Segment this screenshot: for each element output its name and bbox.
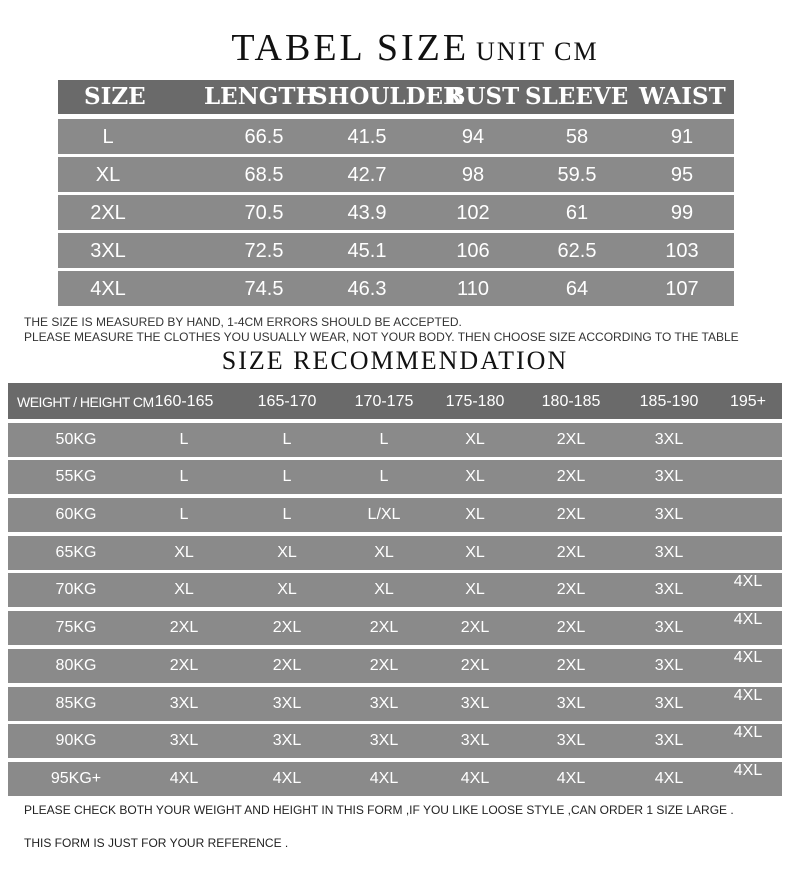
weight-label: 75KG	[55, 619, 97, 637]
weight-label: 55KG	[55, 468, 97, 486]
recommended-size: 4XL	[556, 769, 586, 787]
recommendation-header	[8, 383, 782, 419]
recommended-size: 3XL	[460, 694, 490, 712]
cell-size: XL	[95, 164, 121, 186]
recommended-size: 3XL	[460, 732, 490, 750]
recommended-size: 2XL	[460, 656, 490, 674]
recommendation-title: SIZE RECOMMENDATION	[221, 346, 569, 375]
cell-shoulder: 46.3	[347, 278, 387, 300]
cell-shoulder: 41.5	[347, 126, 387, 148]
weight-label: 85KG	[55, 694, 97, 712]
recommended-size: XL	[465, 468, 485, 486]
recommended-size: 3XL	[654, 430, 684, 448]
cell-bust: 106	[456, 240, 490, 262]
recommended-size: 3XL	[654, 468, 684, 486]
cell-shoulder: 45.1	[347, 240, 387, 262]
recommended-size: 3XL	[654, 694, 684, 712]
recommended-size: XL	[465, 581, 485, 599]
size-table-title-main: TABEL SIZE	[231, 27, 470, 69]
recommended-size: 3XL	[654, 581, 684, 599]
recommended-size: 3XL	[169, 732, 199, 750]
cell-size: 3XL	[90, 240, 126, 262]
cell-waist: 103	[665, 240, 699, 262]
height-col-7: 195+	[729, 393, 767, 410]
size-table-row	[58, 271, 734, 306]
recommended-size: 3XL	[169, 694, 199, 712]
footer-note-2: THIS FORM IS JUST FOR YOUR REFERENCE .	[24, 836, 289, 850]
cell-size: 2XL	[90, 202, 126, 224]
cell-shoulder: 43.9	[347, 202, 387, 224]
weight-label: 70KG	[55, 581, 97, 599]
header-shoulder: SHOULDER	[311, 83, 463, 110]
recommendation-row	[8, 536, 782, 570]
header-sleeve: SLEEVE	[525, 83, 629, 110]
recommended-size: XL	[374, 581, 394, 599]
weight-label: 65KG	[55, 543, 97, 561]
recommended-size: 4XL	[733, 573, 763, 591]
size-table-row	[58, 157, 734, 192]
recommended-size: 4XL	[733, 761, 763, 779]
corner-label: WEIGHT / HEIGHT CM	[17, 394, 154, 410]
recommended-size: 4XL	[733, 724, 763, 742]
recommendation-row	[8, 498, 782, 532]
cell-waist: 107	[665, 278, 699, 300]
size-table-row	[58, 119, 734, 154]
recommended-size: L	[179, 468, 189, 486]
recommended-size: 4XL	[733, 611, 763, 629]
weight-label: 50KG	[55, 430, 97, 448]
size-measurement-table	[58, 80, 734, 306]
cell-bust: 98	[461, 164, 485, 186]
recommended-size: 2XL	[556, 543, 586, 561]
size-table-header	[58, 80, 734, 116]
size-recommendation-table	[8, 383, 782, 796]
recommended-size: XL	[465, 430, 485, 448]
recommended-size: 4XL	[733, 648, 763, 666]
recommendation-row	[8, 573, 782, 607]
cell-sleeve: 64	[565, 278, 589, 300]
recommended-size: 4XL	[733, 686, 763, 704]
weight-label: 60KG	[55, 506, 97, 524]
weight-label: 80KG	[55, 656, 97, 674]
cell-sleeve: 58	[565, 126, 589, 148]
recommended-size: 2XL	[169, 619, 199, 637]
footer-note-1: PLEASE CHECK BOTH YOUR WEIGHT AND HEIGHT IN THIS FORM ,IF YOU LIKE LOOSE STYLE ,CAN ORDER 1 SIZE LARGE .	[24, 803, 734, 817]
height-col-4: 175-180	[445, 393, 505, 410]
recommended-size: 3XL	[369, 694, 399, 712]
header-size: SIZE	[84, 83, 146, 110]
cell-length: 72.5	[244, 240, 284, 262]
height-col-1: 160-165	[154, 393, 214, 410]
recommendation-row	[8, 423, 782, 457]
recommended-size: 3XL	[272, 732, 302, 750]
recommended-size: 3XL	[654, 619, 684, 637]
cell-bust: 110	[457, 278, 489, 300]
recommended-size: XL	[374, 543, 394, 561]
recommended-size: XL	[277, 581, 297, 599]
recommended-size: 3XL	[556, 732, 586, 750]
header-bust: BUST	[446, 83, 520, 110]
recommended-size: 2XL	[556, 468, 586, 486]
recommendation-row	[8, 724, 782, 758]
recommended-size: XL	[277, 543, 297, 561]
recommended-size: 2XL	[556, 581, 586, 599]
cell-shoulder: 42.7	[347, 164, 387, 186]
recommended-size: L	[379, 468, 389, 486]
recommended-size: 4XL	[272, 769, 302, 787]
height-col-6: 185-190	[639, 393, 699, 410]
recommended-size: L	[179, 506, 189, 524]
header-waist: WAIST	[639, 83, 726, 110]
cell-waist: 91	[670, 126, 694, 148]
recommended-size: 4XL	[369, 769, 399, 787]
recommended-size: XL	[465, 506, 485, 524]
recommendation-row	[8, 460, 782, 494]
header-length: LENGTH	[204, 83, 318, 110]
measurement-note-2: PLEASE MEASURE THE CLOTHES YOU USUALLY WEAR, NOT YOUR BODY. THEN CHOOSE SIZE ACCORDING TO THE TABLE	[24, 330, 739, 344]
cell-sleeve: 62.5	[557, 240, 597, 262]
recommended-size: 2XL	[169, 656, 199, 674]
recommended-size: 2XL	[369, 656, 399, 674]
height-col-3: 170-175	[354, 393, 414, 410]
recommended-size: 4XL	[169, 769, 199, 787]
cell-sleeve: 61	[565, 202, 589, 224]
cell-size: L	[102, 126, 114, 148]
recommended-size: L	[282, 430, 292, 448]
cell-bust: 94	[461, 126, 485, 148]
recommended-size: 3XL	[556, 694, 586, 712]
weight-label: 90KG	[55, 732, 97, 750]
recommended-size: L	[282, 468, 292, 486]
recommended-size: L	[179, 430, 189, 448]
recommended-size: 3XL	[272, 694, 302, 712]
measurement-note-1: THE SIZE IS MEASURED BY HAND, 1-4CM ERRORS SHOULD BE ACCEPTED.	[24, 315, 462, 329]
size-table-row	[58, 195, 734, 230]
recommended-size: 4XL	[460, 769, 490, 787]
recommended-size: 2XL	[556, 430, 586, 448]
size-table-title	[0, 26, 790, 70]
recommended-size: 3XL	[654, 656, 684, 674]
cell-bust: 102	[456, 202, 490, 224]
recommended-size: 2XL	[460, 619, 490, 637]
recommended-size: 3XL	[369, 732, 399, 750]
recommended-size: L	[379, 430, 389, 448]
cell-waist: 95	[670, 164, 694, 186]
recommended-size: XL	[174, 543, 194, 561]
recommended-size: 2XL	[556, 506, 586, 524]
recommendation-row	[8, 762, 782, 796]
cell-waist: 99	[670, 202, 694, 224]
recommended-size: L	[282, 506, 292, 524]
cell-length: 74.5	[244, 278, 284, 300]
size-table-row	[58, 233, 734, 268]
cell-length: 70.5	[244, 202, 284, 224]
recommendation-row	[8, 649, 782, 683]
recommended-size: 3XL	[654, 506, 684, 524]
size-table-title-unit: UNIT CM	[476, 37, 599, 66]
recommended-size: 2XL	[556, 619, 586, 637]
recommended-size: XL	[174, 581, 194, 599]
recommended-size: 2XL	[369, 619, 399, 637]
recommended-size: 4XL	[654, 769, 684, 787]
recommended-size: 2XL	[272, 656, 302, 674]
recommendation-row	[8, 611, 782, 645]
cell-size: 4XL	[90, 278, 126, 300]
recommended-size: 2XL	[272, 619, 302, 637]
height-col-2: 165-170	[257, 393, 317, 410]
recommended-size: L/XL	[367, 506, 401, 524]
height-col-5: 180-185	[541, 393, 601, 410]
cell-length: 66.5	[244, 126, 284, 148]
cell-length: 68.5	[244, 164, 284, 186]
recommended-size: 2XL	[556, 656, 586, 674]
cell-sleeve: 59.5	[557, 164, 597, 186]
recommended-size: 3XL	[654, 732, 684, 750]
recommended-size: XL	[465, 543, 485, 561]
weight-label: 95KG+	[50, 769, 102, 787]
recommendation-row	[8, 687, 782, 721]
recommended-size: 3XL	[654, 543, 684, 561]
